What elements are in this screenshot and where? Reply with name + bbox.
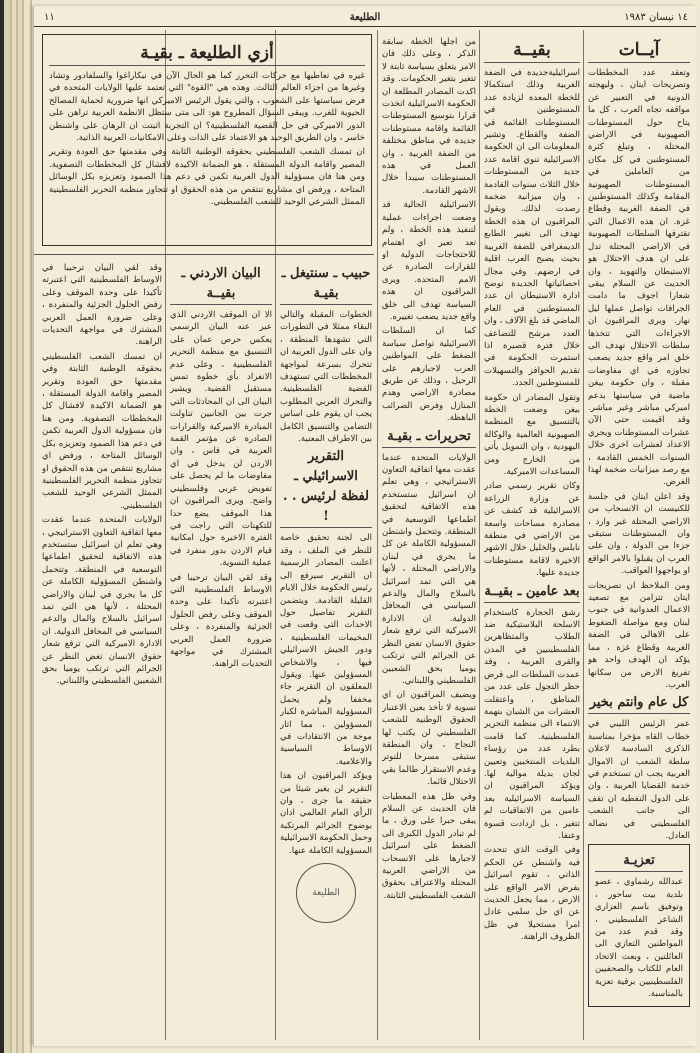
column-3: [382, 36, 476, 1041]
article-tali-body: غيره في تعاطيها مع حركات التحرر كما هو الحال الآن في نيكاراغوا والسلفادور وتشاد وغيرها من اجزاء العالم الثالث. وهذه هي "القوة" التي تعتمد عليها الولايات المتحدة في فرض سياستها على الشعوب ، والتي يقول الرئيس الاميركي انها ضرورية لحماية المصالح الحيوية للغرب. ويبقى السؤال المطروح هو: الى متى ستظل الانظمة العربية تراهن على الدور الاميركي في حل القضية الفلسطينية؟ ان التجربة اثبتت ان الرهان على واشنطن خاسر ، وان الطريق الوحيد هو الاعتماد على الذات وعلى الامكانيات العربية الذاتية.: [49, 71, 365, 144]
article-kurd-body-2: وقد لقي البيان ترحيبا في الاوساط الفلسطينية التي اعتبرته تأكيدا على وحدة الموقف وعلى رفض الحلول الجزئية والمنفردة ، وعلى ضرورة العمل العربي المشترك في مواجهة التحديات الراهنة.: [170, 572, 272, 670]
article-baqiya-title: بقيــة: [484, 38, 580, 63]
column-6: [42, 262, 162, 1042]
article-baqiya-body-3: وكان تقرير رسمي صادر عن وزارة الزراعة الاسرائيلية قد كشف عن مصادرة مساحات واسعة من الاراضي في منطقة نابلس والخليل خلال الاشهر الاخيرة لاقامة مستوطنات جديدة عليها.: [484, 481, 580, 579]
right-misc-body-2: الاسرائيلية الحالية قد وضعت اجراءات عملية لتنفيذ هذه الخطة ، ولم تعد تعير اي اهتمام للاحتجاجات الدولية او للقرارات الصادرة عن الامم المتحدة. ويرى المراقبون ان هذه السياسة تهدف الى خلق واقع جديد يصعب تغييره.: [382, 200, 476, 322]
wedding-body: عمر الرئيس الليبي في خطاب القاه مؤخرا بمناسبة الذكرى السادسة لاعلان سلطة الشعب ان الاموال العربية يجب ان تستخدم في خدمة القضايا العربية ، وان على الدول النفطية ان تقف الى جانب الشعب الفلسطيني في نضاله العادل.: [588, 719, 690, 841]
article-tahrirat-body-3: وفي ظل هذه المعطيات فان الحديث عن السلام يبقى حبرا على ورق ، ما لم تبادر الدول الكبرى الى الضغط على اسرائيل لاجبارها على الانسحاب من الاراضي العربية المحتلة والاعتراف بحقوق الشعب الفلسطيني الثابتة.: [382, 791, 476, 901]
article-tahrirat-title: تحريرات ـ بقيـة: [382, 427, 476, 448]
condolence-body: عبدالله رشماوي ، عضو بلدية بيت ساحور ، وتوفيق باسم العزاري الشاعر الفلسطيني ، وقد قدم عدد من المواطنين التعازي الى العائلتين ، وبعث الاتحاد العام للكتاب والصحفيين الفلسطينيين برقية تعزية بالمناسبة.: [595, 877, 683, 1000]
article-tali-body-2: ان تمسك الشعب الفلسطيني بحقوقه الوطنية الثابتة وفي مقدمتها حق العودة وتقرير المصير واقامة الدولة المستقلة ، هو الضمانة الاكيدة لافشال كل المخططات التصفوية. ومن هنا فان مسؤولية الدول العربية تكمن في دعم هذا الصمود وتعزيزه بكل الوسائل المتاحة ، ورفض اي مشاريع تنتقص من هذه الحقوق او تتجاوز منظمة التحرير الفلسطينية الممثل الشرعي الوحيد للشعب الفلسطيني.: [49, 147, 365, 208]
article-amer-body-2: وفي الوقت الذي تتحدث فيه واشنطن عن الحكم الذاتي ، تقوم اسرائيل بفرض الامر الواقع على الارض ، مما يجعل الحديث عن اي حل سلمي عادل امرا مستحيلا في ظل الظروف الراهنة.: [484, 845, 580, 943]
article-ayatan-body-3: ومن الملاحظ ان تصريحات ايتان تتزامن مع تصعيد الاعمال العدوانية في جنوب لبنان ومع مواصلة الضغوط على الاهالي في الضفة الغربية وقطاع غزة ، مما يؤكد ان الهدف واحد هو تفريغ الارض من سكانها العرب.: [588, 580, 690, 690]
article-lateef-title: التقرير الاسرائيلي ـ لفظة لرئيس . . !: [280, 447, 372, 528]
article-amer-title: بعد عامين ـ بقيــة: [484, 582, 580, 603]
issue-date: ١٤ نيسان ١٩٨٣: [624, 12, 688, 23]
right-misc-body: من اجلها الخطة سابقة الذكر ، وعلى ذلك فان الامر يتعلق بسياسة ثابتة لا تتغير بتغير الحكومات. وقد اكدت المصادر المطلعة ان الحكومة الاسرائيلية اتخذت قرارا بتوسيع المستوطنات القائمة واقامة مستوطنات جديدة في مناطق مختلفة من الضفة الغربية ، وان العمل في هذه المستوطنات سيبدأ خلال الاشهر القادمة.: [382, 37, 476, 196]
newspaper-stamp: الطليعة: [296, 863, 356, 923]
column-6-continuation-2: ان تمسك الشعب الفلسطيني بحقوقه الوطنية الثابتة وفي مقدمتها حق العودة وتقرير المصير واقامة الدولة المستقلة ، هو الضمانة الاكيدة لافشال كل المخططات التصفوية. ومن هنا فان مسؤولية الدول العربية تكمن في دعم هذا الصمود وتعزيزه بكل الوسائل المتاحة ، ورفض اي مشاريع تنتقص من هذه الحقوق او تتجاوز منظمة التحرير الفلسطينية الممثل الشرعي الوحيد للشعب الفلسطيني.: [42, 351, 162, 511]
article-ayatan-title: آيــات: [588, 38, 690, 63]
article-shaul-title: حبيب ـ سنتيغل ـ بقيـة: [280, 264, 372, 305]
article-lateef-body: الى لجنة تحقيق خاصة للنظر في الملف ، وقد اعلنت المصادر الرسمية ان التقرير سيرفع الى رئيس الحكومة خلال الايام القليلة القادمة. ويتضمن التقرير تفاصيل حول الاحداث التي وقعت في المخيمات الفلسطينية ، ودور الجيش الاسرائيلي فيها ، والاشخاص المسؤولين عنها. ويقول المعلقون ان التقرير جاء مخففا ولم يحمل المسؤولية المباشرة لكبار المسؤولين ، مما اثار موجة من الانتقادات في الاوساط السياسية والاعلامية.: [280, 533, 372, 767]
column-6-continuation: وقد لقي البيان ترحيبا في الاوساط الفلسطينية التي اعتبرته تأكيدا على وحدة الموقف وعلى رفض الحلول الجزئية والمنفردة ، وعلى ضرورة العمل العربي المشترك في مواجهة التحديات الراهنة.: [42, 263, 162, 348]
newspaper-name: الطليعة: [349, 12, 381, 23]
masthead: [34, 10, 696, 27]
article-baqiya-body: اسرائيليةجديدة في الضفة الغربية وذلك استكمالا للخطة المعدة لزيادة عدد المستوطنين في المستوطنات القائمة في الضفة والقطاع. وتشير المعلومات الى ان الحكومة الاسرائيلية تنوي اقامة عدد جديد من المستوطنات خلال الثلاث سنوات القادمة ، وان ميزانية ضخمة رصدت لذلك. ويقول المراقبون ان هذه الخطة تهدف الى تغيير الطابع الديمغرافي للضفة الغربية بحيث يصبح العرب اقلية في ارضهم. وفي مجال احصائياتها الجديدة توضح ادارة الاستيطان ان عدد المستوطنين في العام الماضي قد بلغ الآلاف ، وان العدد مرشح للتضاعف خلال فترة قصيرة اذا استمرت الحكومة في تقديم الحوافز والتسهيلات للمستوطنين الجدد.: [484, 68, 580, 389]
article-ayatan-body-2: وقد اعلن ايتان في جلسة للكنيست ان الانسحاب من الاراضي المحتلة غير وارد ، وان المستوطنات ستبقى جزءا من الدولة ، وان على العرب ان يقبلوا بالامر الواقع او يواجهوا العواقب.: [588, 491, 690, 577]
column-1: [588, 36, 690, 1041]
column-6-continuation-3: الولايات المتحدة عندما عقدت معها اتفاقية التعاون الاستراتيجي ، وهي تعلم ان اسرائيل ستستخدم هذه الاتفاقية لتحقيق اطماعها التوسعية في المنطقة. وتتحمل واشنطن المسؤولية الكاملة عن كل ما يجري في لبنان والاراضي المحتلة ، لأنها هي التي تمد اسرائيل بالسلاح والمال والدعم السياسي في المحافل الدولية. ان الادارة الاميركية التي ترفع شعار حقوق الانسان تغض النظر عن الجرائم التي ترتكب يوميا بحق الشعبين الفلسطيني واللبناني.: [42, 515, 162, 687]
condolence-title: تعزيـة: [595, 851, 683, 872]
page-number: ١١: [44, 12, 55, 23]
wedding-title: كل عام وانتم بخير: [588, 693, 690, 714]
article-amer-body: رشق الحجارة كاستخدام الاسلحة البلاستيكية ضد الطلاب والمتظاهرين الفلسطينيين في المدن والقرى العربية ، وقد عمدت السلطات الى فرض حظر التجول على عدد من المناطق ، واعتقلت العشرات من الشبان بتهمة الانتماء الى منظمة التحرير الفلسطينية. كما قامت بطرد عدد من رؤساء البلديات المنتخبين وتعيين لجان بديلة موالية لها. ويؤكد المراقبون ان السياسة الاسرائيلية بعد عامين من الاتفاقيات لم تتغير ، بل ازدادت قسوة وعنفا.: [484, 607, 580, 841]
article-shaul-body: الخطوات المقبلة والتالي البقاء ممثلا في التطورات التي تشهدها المنطقة ، وان على الدول العربية ان تتحرك بسرعة لمواجهة المخططات التي تستهدف القضية الفلسطينية. والتحرك العربي المطلوب يجب ان يقوم على اساس التضامن والتنسيق الكامل بين الاطراف المعنية.: [280, 310, 372, 445]
article-tahrirat-body: الولايات المتحدة عندما عقدت معها اتفاقية التعاون الاستراتيجي ، وهي تعلم ان اسرائيل ستستخدم هذه الاتفاقية لتحقيق اطماعها التوسعية في المنطقة. وتتحمل واشنطن المسؤولية الكاملة عن كل ما يجري في لبنان والاراضي المحتلة ، لأنها هي التي تمد اسرائيل بالسلاح والمال والدعم السياسي في المحافل الدولية. ان الادارة الاميركية التي ترفع شعار حقوق الانسان تغض النظر عن الجرائم التي ترتكب يوميا بحق الشعبين الفلسطيني واللبناني.: [382, 452, 476, 686]
column-4: [280, 262, 372, 1042]
column-2: [484, 36, 580, 1041]
article-kurd-body: الا ان الموقف الاردني الذي عبر عنه البيان الرسمي يعكس حرص عمان على التنسيق مع منظمة التحرير الفلسطينية ، وعلى عدم الانفراد بأي خطوة تمس مستقبل القضية. ويشير البيان الى ان المحادثات التي جرت بين الجانبين تناولت المبادرة الاميركية والقرارات الصادرة عن مؤتمر القمة العربية في فاس ، وان الاردن لن يدخل في اي مفاوضات ما لم يحصل على تفويض عربي وفلسطيني واضح. ويرى المراقبون ان هذا الموقف يضع حدا للتكهنات التي راجت في الفترة الاخيرة حول امكانية قيام الاردن بدور منفرد في عملية التسوية.: [170, 310, 272, 569]
newspaper-page: [34, 6, 696, 1046]
article-kurd-title: البيان الاردني ـ بقيــة: [170, 264, 272, 305]
column-5: [170, 262, 272, 1042]
article-tahrirat-body-2: ويضيف المراقبون ان اي تسوية لا تأخذ بعين الاعتبار الحقوق الوطنية للشعب الفلسطيني لن يكتب لها النجاح ، وان المنطقة ستبقى مسرحا للتوتر وعدم الاستقرار طالما بقي الاحتلال قائما.: [382, 690, 476, 788]
article-baqiya-body-2: وتقول المصادر ان حكومة بيغن وضعت الخطة بالتنسيق مع المنظمة الصهيونية العالمية والوكالة اليهودية ، وان التمويل يأتي من الخارج ومن المساعدات الاميركية.: [484, 392, 580, 477]
article-tali-title: أزي الطليعة ـ بقيـة: [49, 41, 365, 66]
article-tali-box: [42, 34, 372, 246]
condolence-box: [588, 844, 690, 1007]
right-misc-body-3: كما ان السلطات الاسرائيلية تواصل سياسة الضغط على المواطنين العرب لاجبارهم على الرحيل ، وذلك عن طريق مصادرة الاراضي وهدم المنازل وفرض الضرائب الباهظة.: [382, 326, 476, 424]
article-ayatan-body: وتعقد عدد المخططات وتصريحات ايتان ، وليهجته الدونية في التعبير عن مواقفه تجاه العرب ، كل ما يتاح حول المستوطنات الصهيونية في الاراضي المحتلة ، وتبلغ كثرة المستوطنين في كل مكان من العاملين في المستوطنات الصهيونية المقامة وكذلك المستوطنين في الضفة الغربية وقطاع غزة. ان هذه الاعمال التي تقترفها السلطات الصهيونية في الاراضي المحتلة تدل على ان هدف الاحتلال هو الاستيطان والتهويد ، وان الحديث عن السلام يبقى شعارا اجوف ما دامت الجرافات تواصل عملها ليل نهار. ويرى المراقبون ان الاجراءات التي تتخذها سلطات الاحتلال تهدف الى خلق امر واقع جديد يصعب تجاوزه في اي مفاوضات مقبلة ، وان حكومة بيغن ماضية في سياستها بدعم اميركي مباشر وغير مباشر. وقد اقيمت حتى الآن عشرات المستوطنات ويجري الاعداد لعشرات اخرى خلال السنوات الخمس القادمة ، مع رصد ميزانيات ضخمة لهذا الغرض.: [588, 68, 690, 488]
article-lateef-body-2: ويؤكد المراقبون ان هذا التقرير لن يغير شيئا من حقيقة ما جرى ، وان الرأي العام العالمي ادان بوضوح الجرائم المرتكبة وحمل الحكومة الاسرائيلية المسؤولية الكاملة عنها.: [280, 771, 372, 856]
